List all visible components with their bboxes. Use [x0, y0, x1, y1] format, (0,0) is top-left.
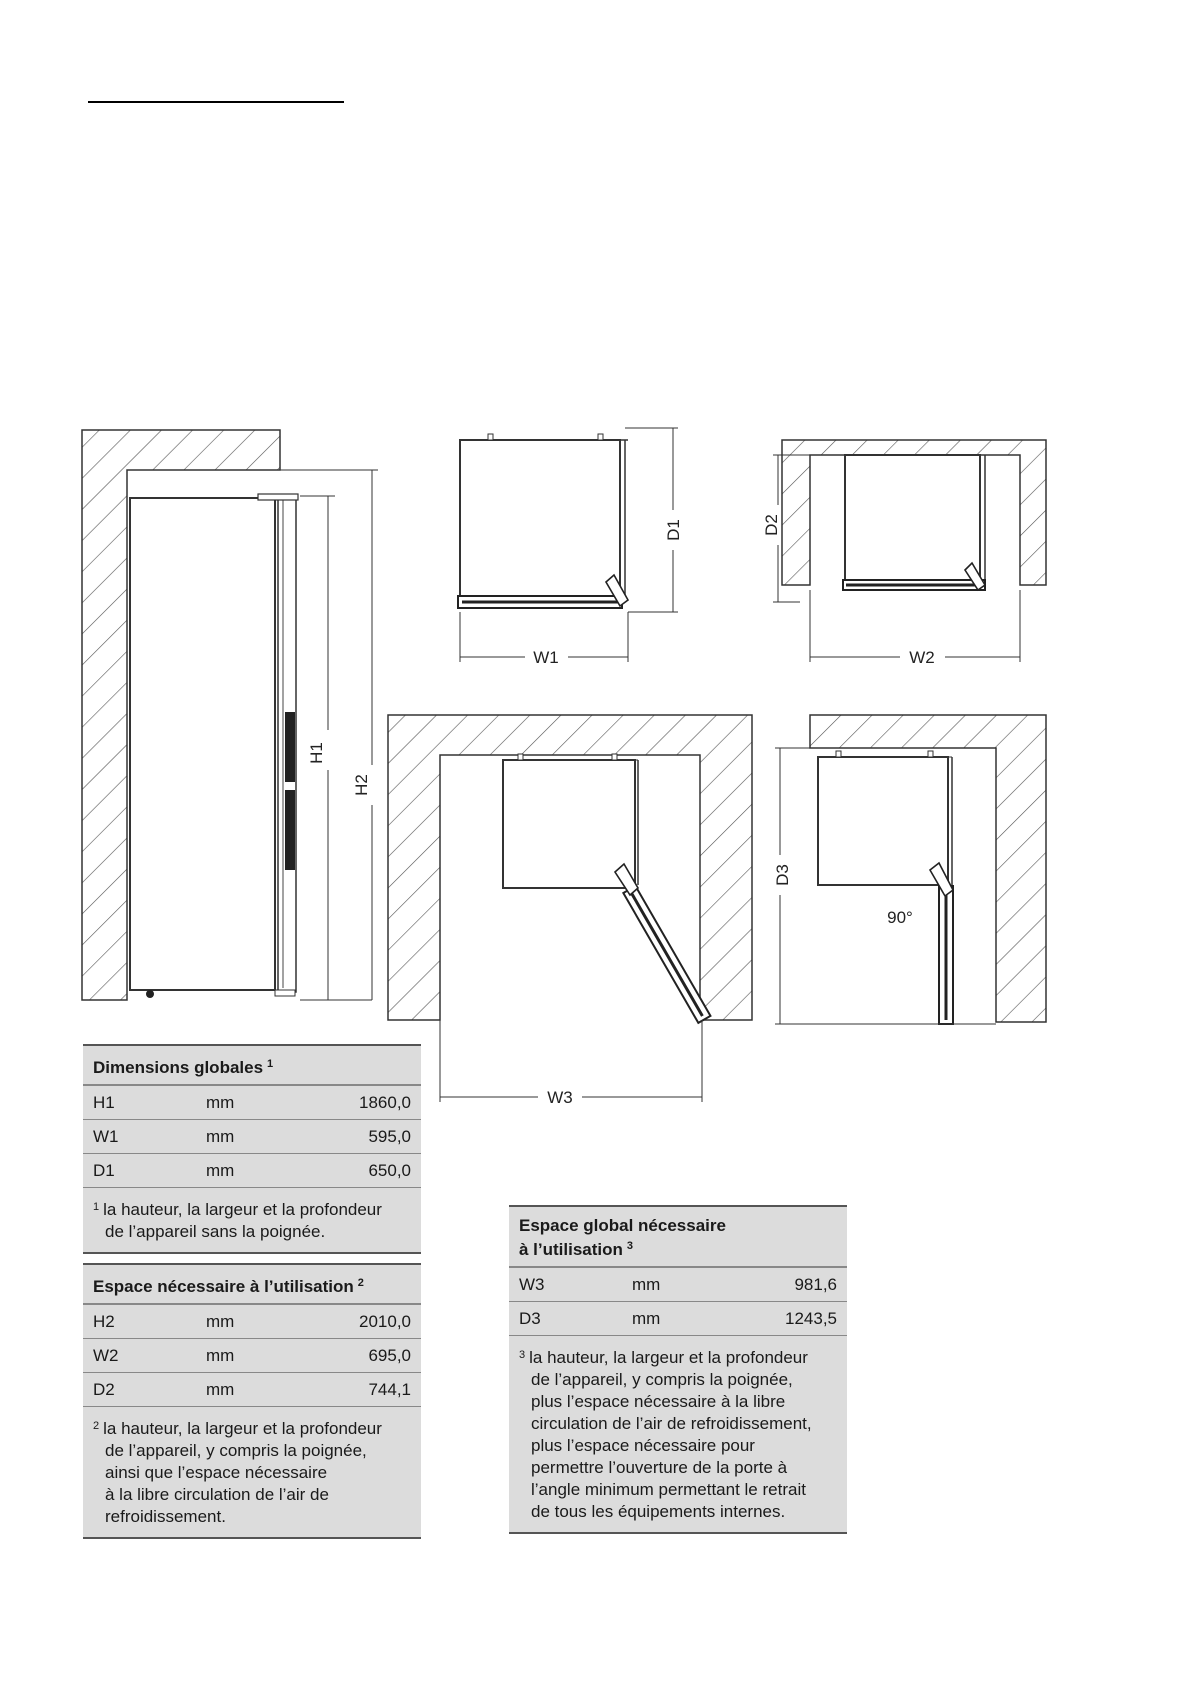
table-row: H1 mm 1860,0 — [83, 1085, 421, 1120]
table-title-line: à l’utilisation — [519, 1240, 623, 1259]
upper-handle — [285, 712, 295, 782]
w3-label: W3 — [547, 1088, 573, 1107]
angle-label: 90° — [887, 908, 913, 927]
fridge-top-outline — [460, 440, 620, 602]
table-title — [83, 1263, 421, 1304]
h1-label: H1 — [307, 742, 326, 764]
usage-space-table — [83, 1263, 421, 1539]
global-usage-space-table — [509, 1205, 847, 1534]
table-row: D2 mm 744,1 — [83, 1373, 421, 1407]
w1-label: W1 — [533, 648, 559, 667]
niche-view-w2-d2-figure — [762, 440, 1046, 667]
d3-label: D3 — [773, 864, 792, 886]
fridge-top-outline — [503, 760, 635, 888]
fridge-top-outline — [818, 757, 948, 885]
table-footnote: $^1$ la hauteur, la largeur et la profondeur de l’appareil sans la poignée. — [83, 1188, 421, 1254]
footnote-mark: 3 — [626, 1240, 634, 1252]
side-elevation-figure — [82, 430, 378, 1000]
w2-label: W2 — [909, 648, 935, 667]
table-row: W1 mm 595,0 — [83, 1120, 421, 1154]
fridge-top-outline — [845, 455, 980, 583]
table-title-text: Espace nécessaire à l’utilisation — [93, 1277, 354, 1296]
lower-handle — [285, 790, 295, 870]
footnote-mark: 2 — [357, 1277, 364, 1289]
door-open-w3-figure — [388, 715, 752, 1107]
h2-label: H2 — [352, 774, 371, 796]
table-row: W2 mm 695,0 — [83, 1339, 421, 1373]
table-row: D3 mm 1243,5 — [509, 1302, 847, 1336]
door-open-90-d3-figure — [773, 715, 1046, 1024]
table-row: H2 mm 2010,0 — [83, 1304, 421, 1339]
table-row: D1 mm 650,0 — [83, 1154, 421, 1188]
table-row: W3 mm 981,6 — [509, 1267, 847, 1302]
fridge-body — [130, 498, 275, 990]
footnote-mark: 1 — [267, 1058, 274, 1070]
table-footnote: $^3$ la hauteur, la largeur et la profondeur de l’appareil, y compris la poignée, plus l’espace nécessaire à la libre circulation de l’air de refroidissement, plus l’espace nécessaire pour permettre l’ouverture de la porte à l’angle minimum permettant le retrait de tous les équipements internes. — [509, 1336, 847, 1534]
table-title-text: Dimensions globales — [93, 1058, 264, 1077]
d2-label: D2 — [762, 514, 781, 536]
global-dimensions-table — [83, 1044, 421, 1254]
table-title — [509, 1205, 847, 1267]
top-view-w1-d1-figure — [458, 428, 683, 667]
door-open — [623, 886, 710, 1023]
table-footnote: $^2$ la hauteur, la largeur et la profondeur de l’appareil, y compris la poignée, ainsi que l’espace nécessaire à la libre circulation de l’air de refroidissement. — [83, 1407, 421, 1539]
table-title-line: Espace global nécessaire — [519, 1216, 726, 1235]
table-title — [83, 1044, 421, 1085]
d1-label: D1 — [664, 519, 683, 541]
